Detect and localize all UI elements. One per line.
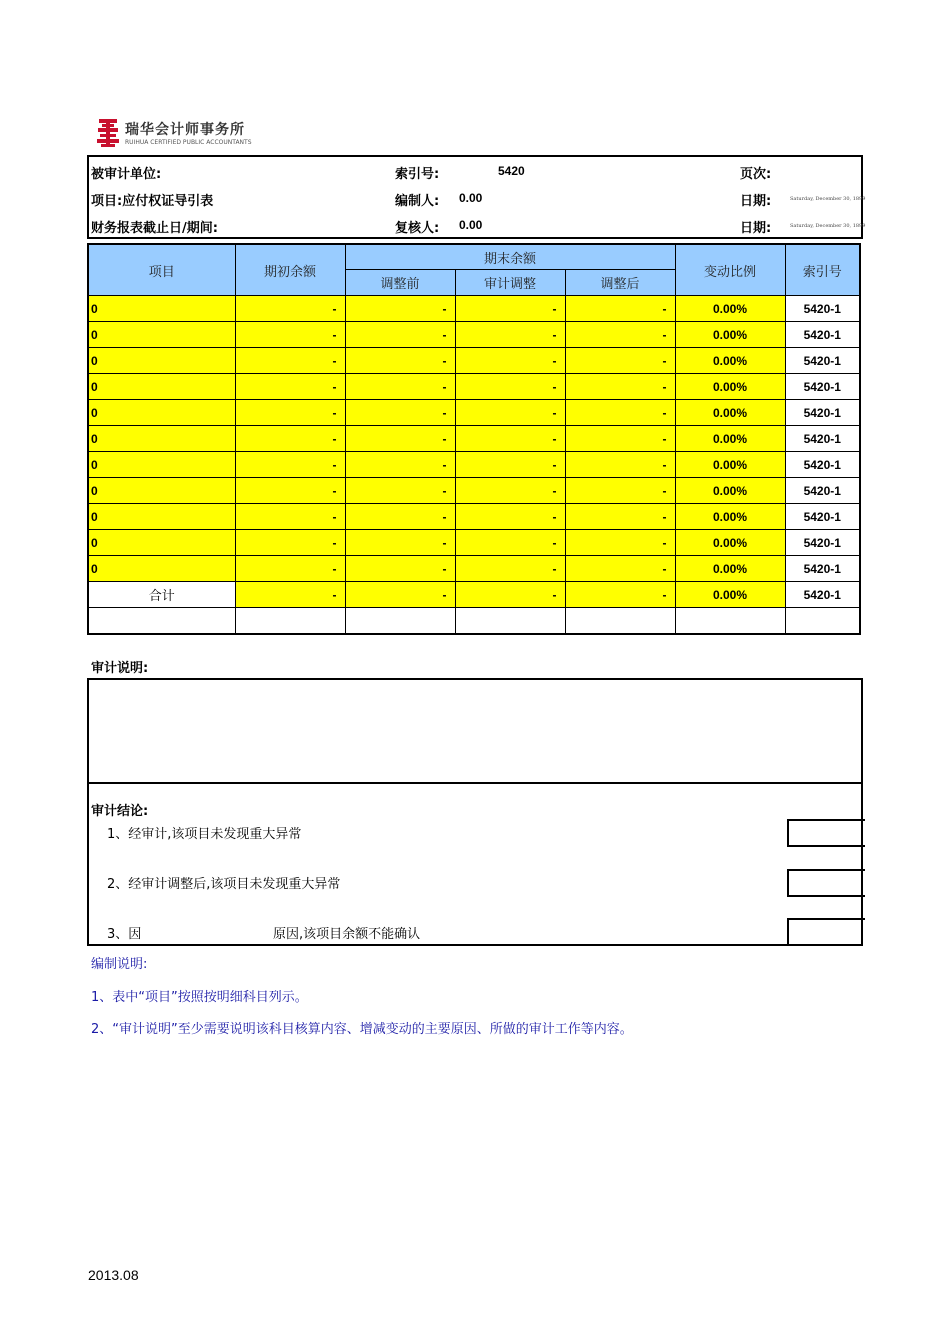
table-row (88, 452, 860, 478)
row-ratio-value: 0.00% (675, 348, 785, 374)
row-index-ref: 5420-1 (785, 556, 860, 582)
row-item-name: 0 (88, 504, 235, 530)
audit-description-box (87, 678, 863, 946)
row-ratio-value: 0.00% (675, 582, 785, 608)
row-item-name: 0 (88, 374, 235, 400)
row-opening-value: - (235, 478, 345, 504)
table-row (88, 504, 860, 530)
row-index-ref: 5420-1 (785, 530, 860, 556)
row-adjust-value: - (455, 322, 565, 348)
row-item-name: 0 (88, 426, 235, 452)
row-index-ref: 5420-1 (785, 478, 860, 504)
row-ratio-value: 0.00% (675, 322, 785, 348)
row-ratio-value: 0.00% (675, 374, 785, 400)
conclusion-3-suffix: 原因,该项目余额不能确认 (273, 927, 421, 942)
total-row (88, 582, 860, 608)
empty-cell (785, 608, 860, 635)
row-opening-value: - (235, 426, 345, 452)
conclusion-1: 1、经审计,该项目未发现重大异常 (107, 827, 302, 842)
row-before-value: - (345, 504, 455, 530)
row-before-value: - (345, 426, 455, 452)
row-opening-value: - (235, 452, 345, 478)
row-ratio-value: 0.00% (675, 400, 785, 426)
conclusion-2: 2、经审计调整后,该项目未发现重大异常 (107, 877, 341, 892)
row-item-name: 0 (88, 478, 235, 504)
ruihua-logo-icon (96, 117, 120, 149)
preparer-label: 编制人: (395, 194, 440, 209)
header-index: 索引号 (785, 244, 860, 296)
row-adjust-value: - (455, 504, 565, 530)
row-adjust-value: - (455, 556, 565, 582)
row-after-value: - (565, 556, 675, 582)
empty-cell (88, 608, 235, 635)
empty-cell (455, 608, 565, 635)
row-before-value: - (345, 296, 455, 322)
row-index-ref: 5420-1 (785, 504, 860, 530)
row-opening-value: - (235, 374, 345, 400)
row-after-value: - (565, 530, 675, 556)
conclusion-3-checkbox[interactable] (787, 918, 865, 944)
empty-cell (235, 608, 345, 635)
date-value-1: Saturday, December 30, 1899 (790, 196, 866, 202)
row-opening-value: - (235, 400, 345, 426)
row-after-value: - (565, 504, 675, 530)
row-after-value: - (565, 478, 675, 504)
table-row (88, 296, 860, 322)
table-row (88, 426, 860, 452)
audited-unit-label: 被审计单位: (91, 167, 162, 182)
empty-cell (675, 608, 785, 635)
row-adjust-value: - (455, 400, 565, 426)
index-no-value: 5420 (498, 164, 525, 178)
conclusion-2-checkbox[interactable] (787, 869, 865, 897)
row-after-value: - (565, 348, 675, 374)
empty-row (88, 608, 860, 635)
project-label: 项目:应付权证导引表 (91, 194, 214, 209)
row-opening-value: - (235, 296, 345, 322)
row-opening-value: - (235, 504, 345, 530)
row-ratio-value: 0.00% (675, 530, 785, 556)
row-adjust-value: - (455, 348, 565, 374)
row-after-value: - (565, 400, 675, 426)
row-opening-value: - (235, 322, 345, 348)
row-item-name: 0 (88, 556, 235, 582)
row-opening-value: - (235, 530, 345, 556)
header-item: 项目 (88, 244, 235, 296)
row-before-value: - (345, 374, 455, 400)
row-ratio-value: 0.00% (675, 296, 785, 322)
row-index-ref: 5420-1 (785, 296, 860, 322)
date-value-2: Saturday, December 30, 1899 (790, 223, 866, 229)
row-before-value: - (345, 322, 455, 348)
row-adjust-value: - (455, 426, 565, 452)
row-adjust-value: - (455, 478, 565, 504)
table-row (88, 400, 860, 426)
table-row (88, 322, 860, 348)
row-before-value: - (345, 556, 455, 582)
header-after: 调整后 (565, 270, 675, 296)
row-after-value: - (565, 322, 675, 348)
row-index-ref: 5420-1 (785, 400, 860, 426)
row-before-value: - (345, 530, 455, 556)
row-ratio-value: 0.00% (675, 504, 785, 530)
firm-name-cn: 瑞华会计师事务所 (125, 122, 245, 138)
date-label-1: 日期: (740, 194, 772, 209)
note-2: 2、“审计说明”至少需要说明该科目核算内容、增减变动的主要原因、所做的审计工作等内容。 (91, 1022, 633, 1037)
row-after-value: - (565, 452, 675, 478)
notes-title: 编制说明: (91, 957, 148, 972)
preparer-value: 0.00 (459, 191, 483, 205)
row-before-value: - (345, 582, 455, 608)
row-before-value: - (345, 348, 455, 374)
row-index-ref: 5420-1 (785, 452, 860, 478)
audit-description-title: 审计说明: (91, 661, 149, 676)
row-opening-value: - (235, 582, 345, 608)
row-before-value: - (345, 452, 455, 478)
page-label: 页次: (740, 167, 772, 182)
row-before-value: - (345, 400, 455, 426)
date-label-2: 日期: (740, 221, 772, 236)
header-before: 调整前 (345, 270, 455, 296)
row-adjust-value: - (455, 582, 565, 608)
firm-logo (96, 117, 286, 151)
row-item-name: 0 (88, 296, 235, 322)
reviewer-value: 0.00 (459, 218, 483, 232)
table-row (88, 530, 860, 556)
period-label: 财务报表截止日/期间: (91, 221, 218, 236)
row-ratio-value: 0.00% (675, 556, 785, 582)
row-after-value: - (565, 374, 675, 400)
table-row (88, 556, 860, 582)
header-closing: 期末余额 (345, 244, 675, 270)
row-adjust-value: - (455, 452, 565, 478)
row-after-value: - (565, 582, 675, 608)
total-label: 合计 (88, 582, 235, 608)
row-item-name: 0 (88, 322, 235, 348)
table-row (88, 348, 860, 374)
header-ratio: 变动比例 (675, 244, 785, 296)
row-opening-value: - (235, 348, 345, 374)
guide-table (87, 243, 861, 635)
row-item-name: 0 (88, 452, 235, 478)
footer-version: 2013.08 (88, 1267, 139, 1283)
row-index-ref: 5420-1 (785, 582, 860, 608)
row-item-name: 0 (88, 348, 235, 374)
row-after-value: - (565, 426, 675, 452)
row-ratio-value: 0.00% (675, 478, 785, 504)
row-index-ref: 5420-1 (785, 348, 860, 374)
header-opening: 期初余额 (235, 244, 345, 296)
row-adjust-value: - (455, 374, 565, 400)
row-adjust-value: - (455, 296, 565, 322)
row-item-name: 0 (88, 530, 235, 556)
note-1: 1、表中“项目”按照按明细科目列示。 (91, 990, 308, 1005)
header-adjust: 审计调整 (455, 270, 565, 296)
row-index-ref: 5420-1 (785, 322, 860, 348)
row-index-ref: 5420-1 (785, 374, 860, 400)
table-row (88, 374, 860, 400)
divider (89, 782, 861, 784)
firm-name-en: RUIHUA CERTIFIED PUBLIC ACCOUNTANTS (125, 139, 252, 146)
empty-cell (565, 608, 675, 635)
row-ratio-value: 0.00% (675, 452, 785, 478)
row-index-ref: 5420-1 (785, 426, 860, 452)
empty-cell (345, 608, 455, 635)
conclusion-3-prefix: 3、因 (107, 927, 142, 942)
row-before-value: - (345, 478, 455, 504)
reviewer-label: 复核人: (395, 221, 440, 236)
row-opening-value: - (235, 556, 345, 582)
row-item-name: 0 (88, 400, 235, 426)
row-after-value: - (565, 296, 675, 322)
conclusion-1-checkbox[interactable] (787, 819, 865, 847)
header-info-box (87, 155, 866, 239)
row-ratio-value: 0.00% (675, 426, 785, 452)
index-no-label: 索引号: (395, 167, 440, 182)
row-adjust-value: - (455, 530, 565, 556)
table-row (88, 478, 860, 504)
audit-conclusion-title: 审计结论: (91, 804, 149, 819)
